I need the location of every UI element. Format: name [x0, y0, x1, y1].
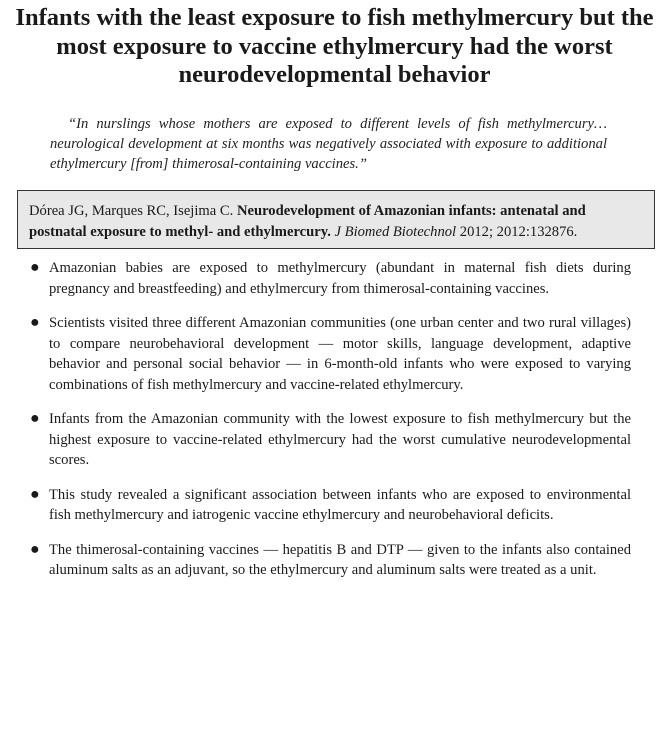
citation-authors: Dórea JG, Marques RC, Isejima C.	[29, 203, 234, 219]
pull-quote: “In nurslings whose mothers are exposed to different levels of fish methylmercury… neurological development at six months was negatively associated with exposure to additional ethylmercury [from] thimerosal-containing vaccines.”	[50, 116, 607, 172]
bullet-icon: ●	[30, 540, 40, 558]
citation-article-title: Neurodevelopment of Amazonian infants: antenatal and postnatal exposure to methyl- and ethylmercury.	[29, 203, 586, 240]
list-item: ● Infants from the Amazonian community with the lowest exposure to fish methylmercury but the highest exposure to vaccine-related ethylmercury had the worst cumulative neurodevelopmental scores.	[30, 410, 631, 468]
citation-box	[17, 190, 655, 249]
list-item: ● Scientists visited three different Amazonian communities (one urban center and two rural villages) to compare neurobehavioral development — motor skills, language development, adaptive behavior and personal social behavior — in 6-month-old infants who were exposed to varying combinations of fish methylmercury and vaccine-related ethylmercury.	[30, 314, 631, 393]
bullet-icon: ●	[30, 259, 40, 276]
list-item: ● The thimerosal-containing vaccines — hepatitis B and DTP — given to the infants also contained aluminum salts as an adjuvant, so the ethylmercury and aluminum salts were treated as a unit.	[30, 540, 631, 578]
bullet-icon: ●	[30, 410, 40, 427]
page-title: Infants with the least exposure to fish methylmercury but the most exposure to vaccine ethylmercury had the worst neurodevelopmental behavior	[15, 4, 654, 88]
list-item: ● Amazonian babies are exposed to methylmercury (abundant in maternal fish diets during pregnancy and breastfeeding) and ethylmercury from thimerosal-containing vaccines.	[30, 259, 631, 297]
bullet-list	[28, 258, 631, 595]
citation-journal: J Biomed Biotechnol	[334, 223, 457, 240]
citation-details: 2012; 2012:132876.	[459, 223, 578, 240]
bullet-icon: ●	[30, 314, 40, 331]
list-item: ● This study revealed a significant association between infants who are exposed to environmental fish methylmercury and iatrogenic vaccine ethylmercury and neurobehavioral deficits.	[30, 485, 631, 523]
bullet-icon: ●	[30, 485, 40, 503]
